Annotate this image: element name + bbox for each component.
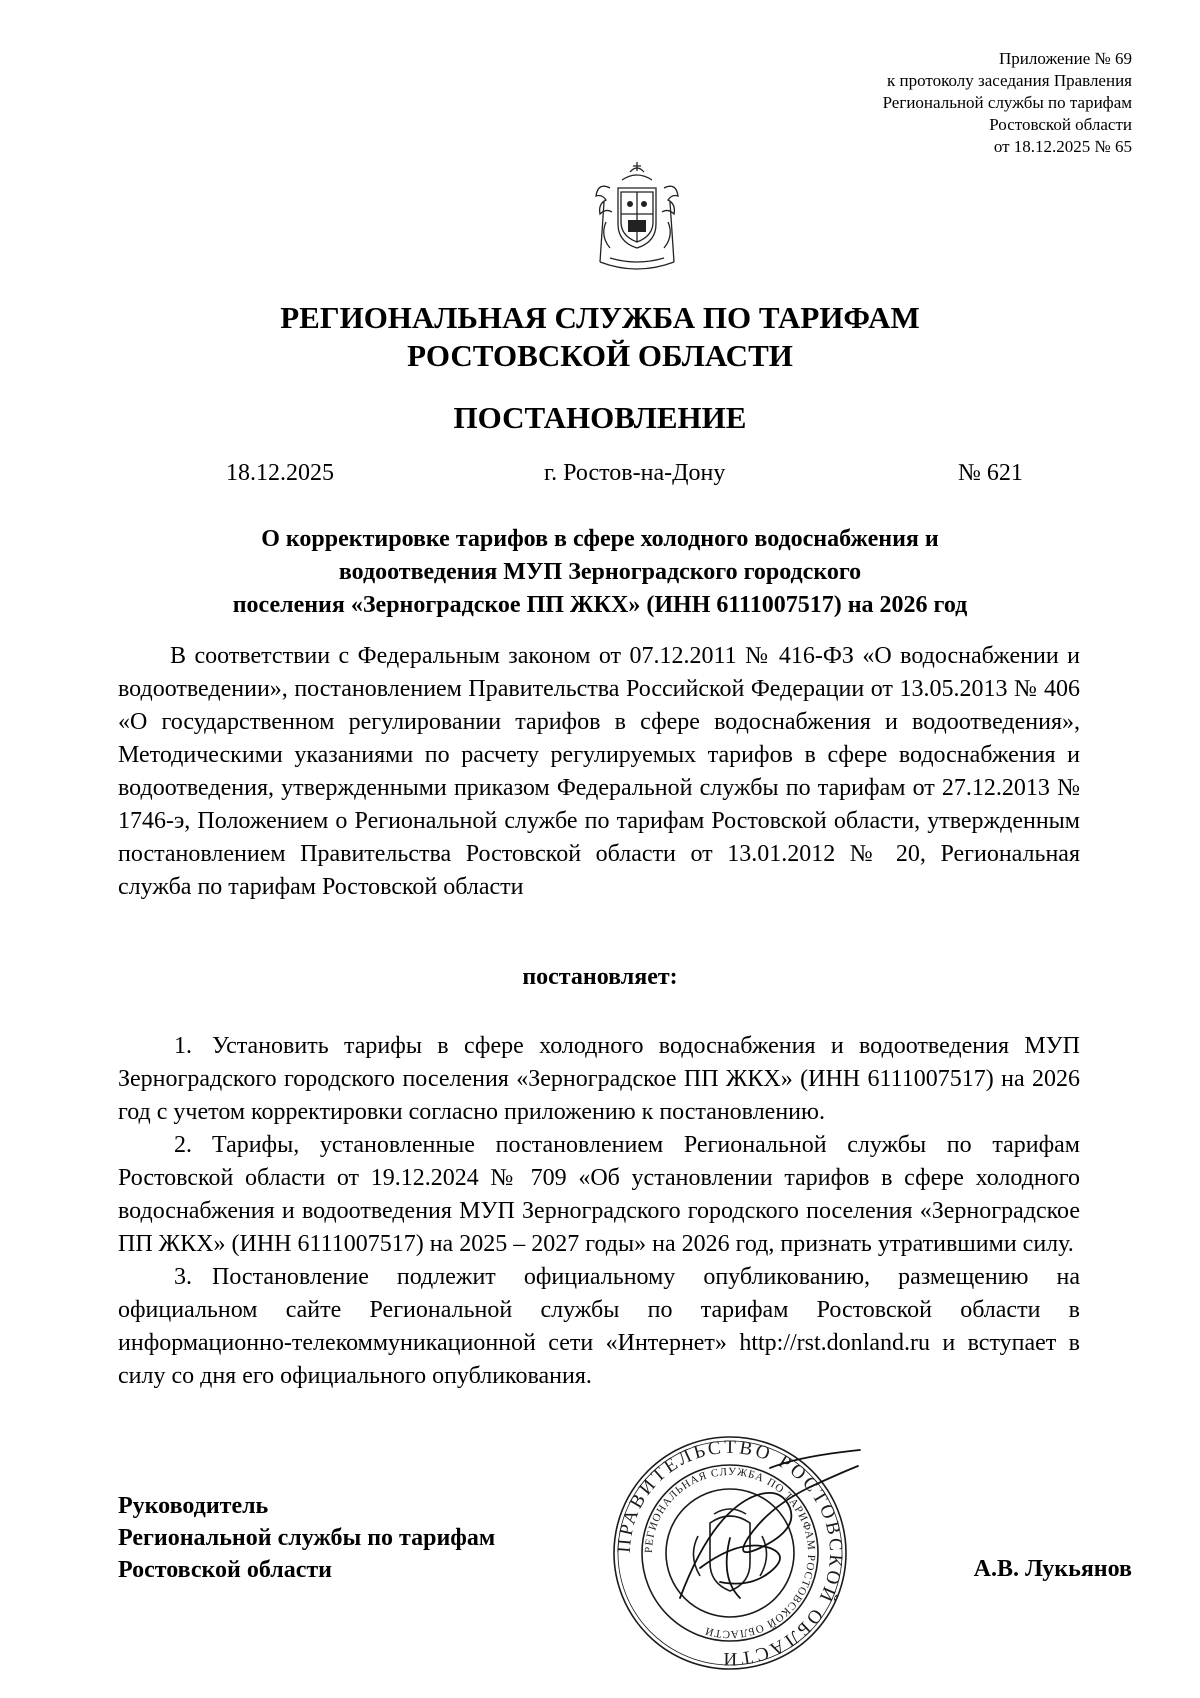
subject-line: О корректировке тарифов в сфере холодного водоснабжения и (261, 526, 939, 552)
document-city: г. Ростов-на-Дону (544, 460, 726, 486)
rostov-coat-of-arms-icon (592, 162, 682, 270)
signatory-title-line: Руководитель (118, 1493, 269, 1519)
annex-line: Ростовской области (989, 115, 1132, 134)
annex-line: к протоколу заседания Правления (887, 71, 1132, 90)
signer-name: А.В. Лукьянов (973, 1556, 1132, 1582)
agency-name-line-1: РЕГИОНАЛЬНАЯ СЛУЖБА ПО ТАРИФАМ (280, 300, 920, 335)
annex-note (883, 48, 1132, 158)
seal-outer-text: ПРАВИТЕЛЬСТВО РОСТОВСКОЙ ОБЛАСТИ (613, 1436, 847, 1670)
resolution-item (118, 1261, 1080, 1393)
document-subject (150, 523, 1050, 622)
resolution-item (118, 1129, 1080, 1261)
signatory-title (118, 1490, 495, 1586)
annex-line: Региональной службы по тарифам (882, 93, 1132, 112)
document-type: ПОСТАНОВЛЕНИЕ (453, 400, 747, 435)
signatory-title-line: Ростовской области (118, 1557, 332, 1583)
preamble-text: В соответствии с Федеральным законом от 07.12.2011 № 416-ФЗ «О водоснабжении и водоотведении», постановлением Правительства Российской Федерации от 13.05.2013 № 406 «О государственном регулировании тарифов в сфере водоснабжения и водоотведения», Методическими указаниями по расчету регулируемых тарифов в сфере водоснабжения и водоотведения, утвержденными приказом Федеральной службы по тарифам от 27.12.2013 № 1746-э, Положением о Региональной службе по тарифам Ростовской области, утвержденным постановлением Правительства Ростовской области от 13.01.2012 № 20, Региональная служба по тарифам Ростовской области (118, 643, 1080, 900)
resolution-item (118, 1030, 1080, 1129)
agency-name-line-2: РОСТОВСКОЙ ОБЛАСТИ (407, 338, 793, 373)
item-number: 1. (174, 1033, 192, 1059)
resolves-heading: постановляет: (522, 964, 678, 990)
seal-inner-text: РЕГИОНАЛЬНАЯ СЛУЖБА ПО ТАРИФАМ РОСТОВСКОЙ ОБЛАСТИ (642, 1465, 818, 1641)
annex-line: от 18.12.2025 № 65 (993, 137, 1132, 156)
handwritten-signature (660, 1448, 880, 1638)
item-number: 2. (174, 1132, 192, 1158)
subject-line: водоотведения МУП Зерноградского городского (338, 559, 862, 585)
item-text: Постановление подлежит официальному опубликованию, размещению на официальном сайте Региональной службы по тарифам Ростовской области в информационно-телекоммуникационной сети «Интернет» http://rst.donland.ru и вступает в силу со дня его официального опубликования. (118, 1264, 1080, 1389)
annex-line: Приложение № 69 (999, 49, 1132, 68)
item-text: Тарифы, установленные постановлением Региональной службы по тарифам Ростовской области от 19.12.2024 № 709 «Об установлении тарифов в сфере холодного водоснабжения и водоотведения МУП Зерноградского городского поселения «Зерноградское ПП ЖКХ» (ИНН 6111007517) на 2025 – 2027 годы» на 2026 год, признать утратившими силу. (118, 1132, 1080, 1257)
document-date: 18.12.2025 (226, 460, 334, 486)
preamble (118, 640, 1080, 904)
item-number: 3. (174, 1264, 192, 1290)
resolution-items (118, 1030, 1080, 1393)
subject-line: поселения «Зерноградское ПП ЖКХ» (ИНН 6111007517) на 2026 год (232, 592, 968, 618)
item-text: Установить тарифы в сфере холодного водоснабжения и водоотведения МУП Зерноградского городского поселения «Зерноградское ПП ЖКХ» (ИНН 6111007517) на 2026 год с учетом корректировки согласно приложению к постановлению. (118, 1033, 1080, 1125)
document-number: № 621 (958, 460, 1023, 486)
signatory-title-line: Региональной службы по тарифам (118, 1525, 496, 1551)
